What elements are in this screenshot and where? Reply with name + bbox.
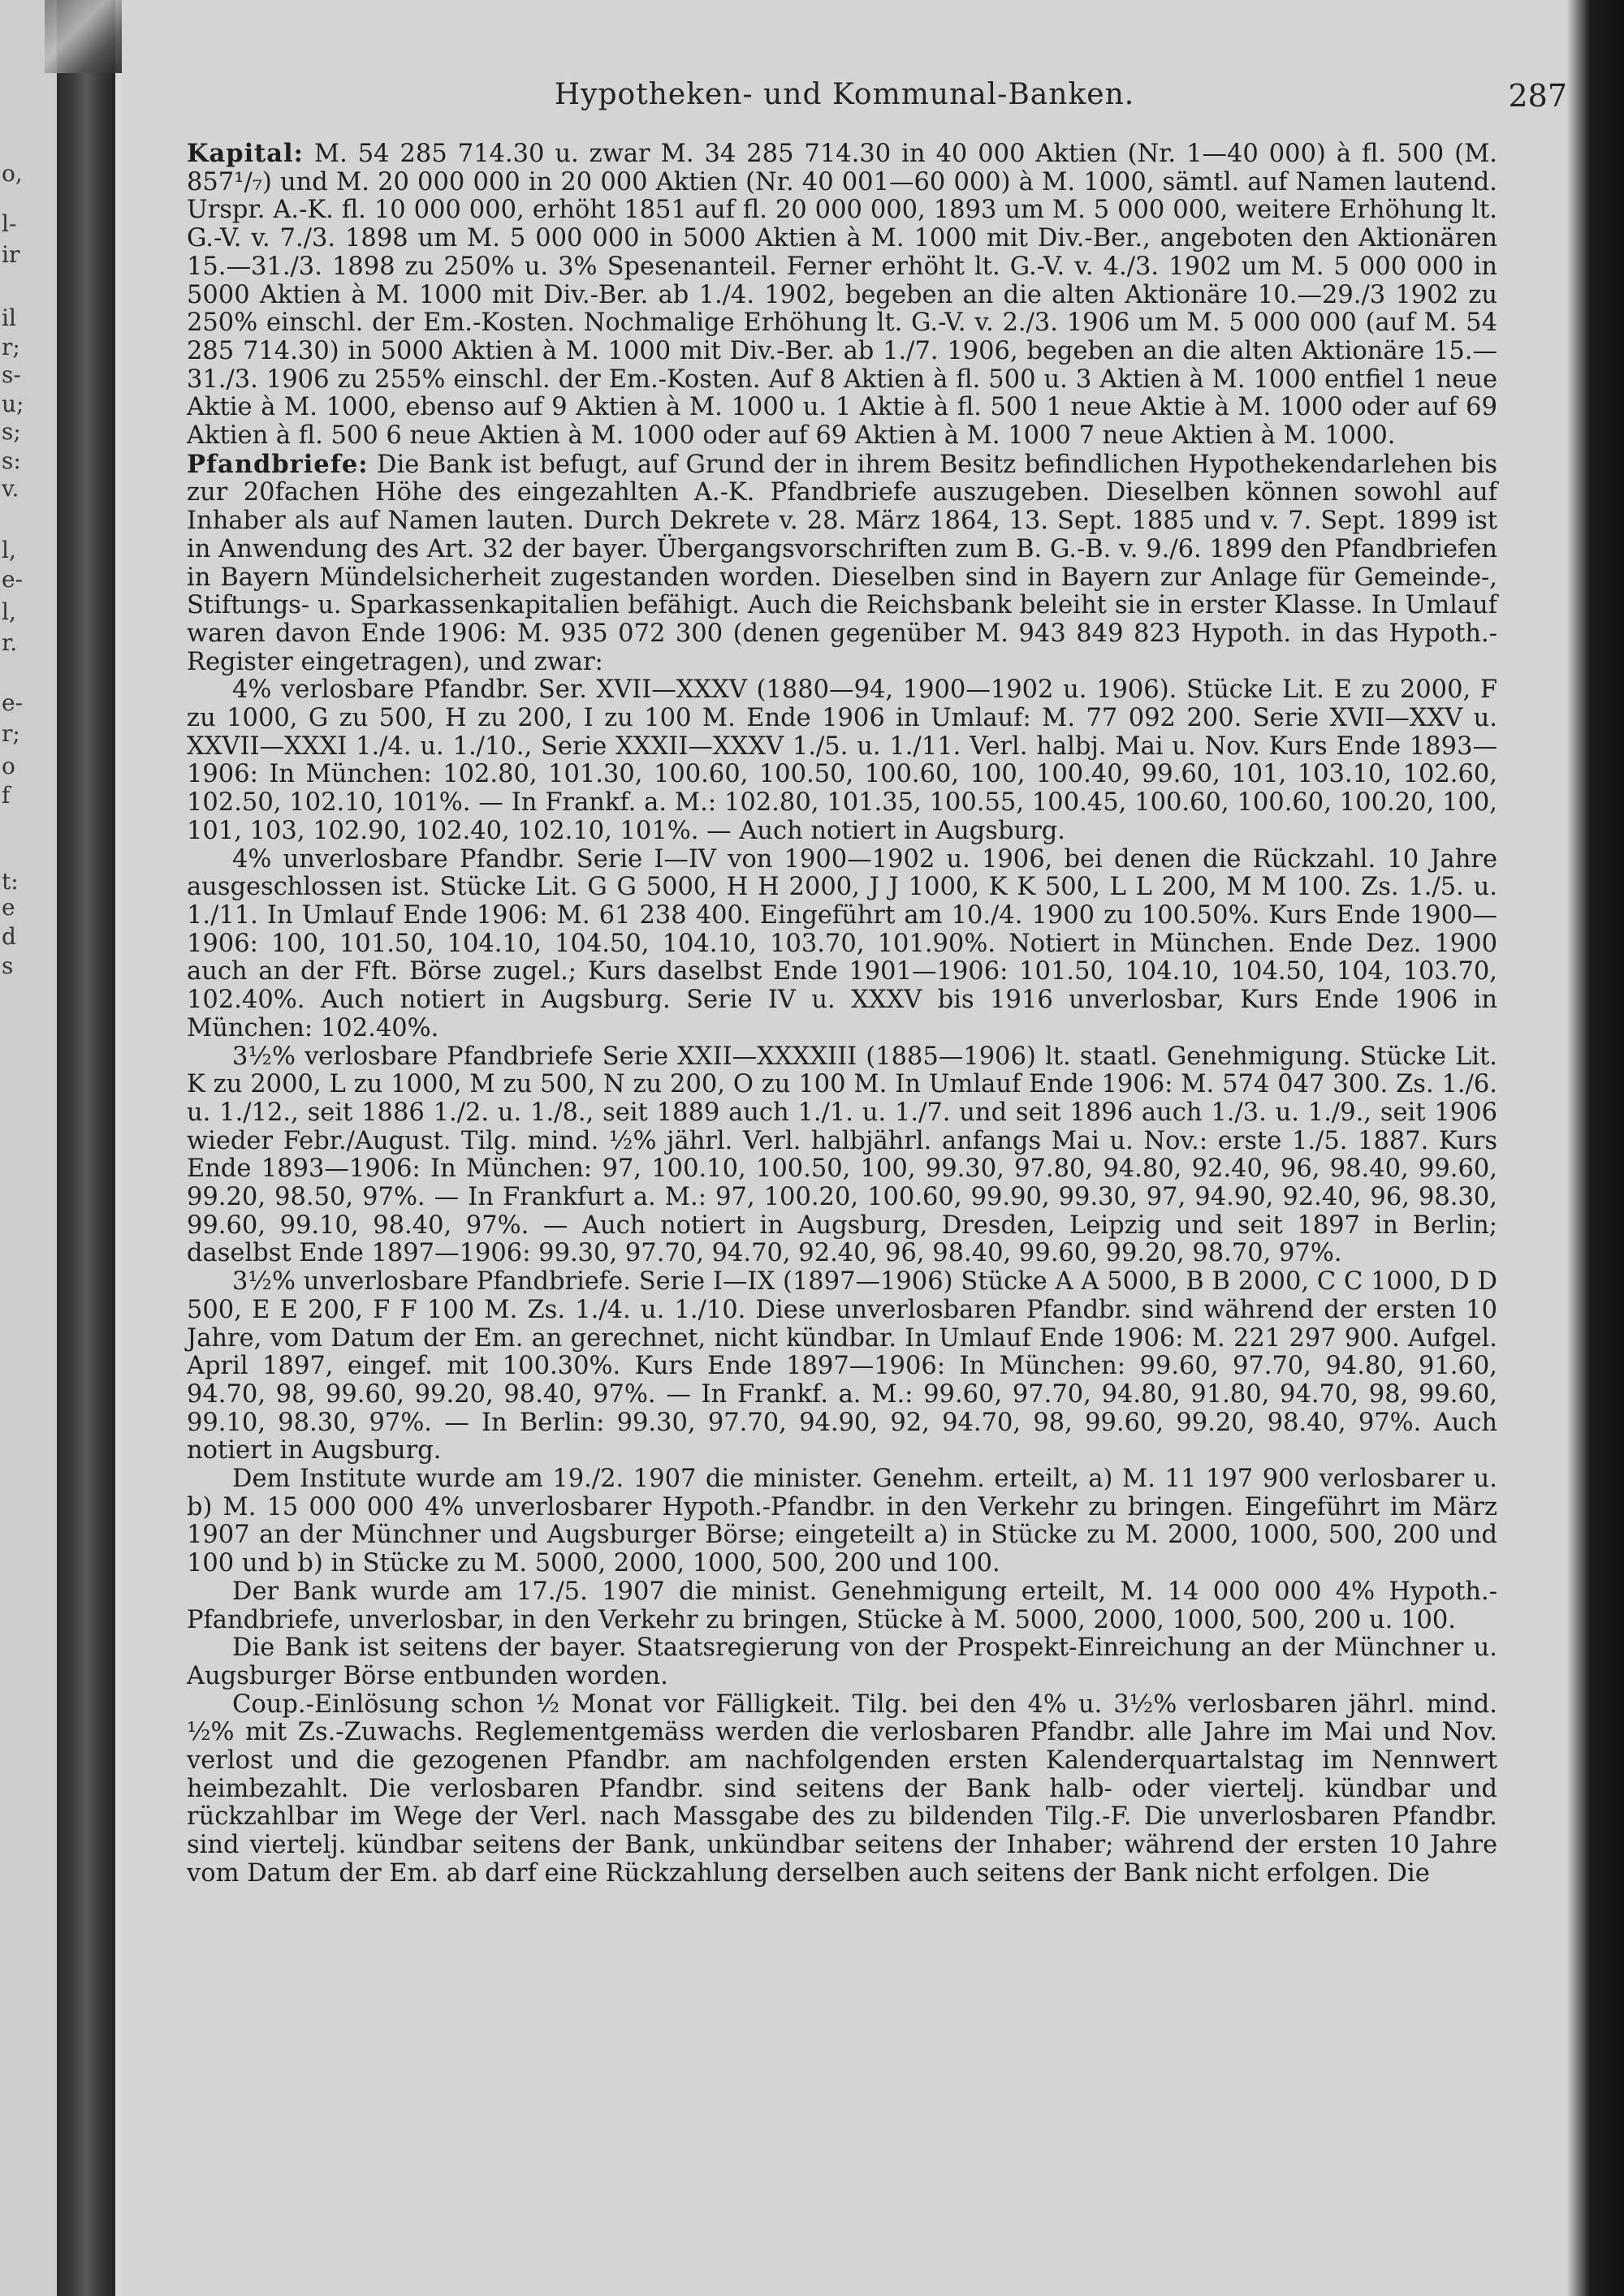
paragraph-coupon: Coup.-Einlösung schon ½ Monat vor Fälligkeit. Tilg. bei den 4% u. 3½% verlosbaren jährl. mind. ½% mit Zs.-Zuwachs. Reglementgemäss werden die verlosbaren Pfandbr. alle Jahre im Mai und Nov. verlost und die gezogenen Pfandbr. am nachfolgenden ersten Kalenderquartalstag im Nennwert heimbezahlt. Die verlosbaren Pfandbr. sind seitens der Bank halb- oder viertelj. kündbar und rückzahlbar im Wege der Verl. nach Massgabe des zu bildenden Tilg.-F. Die unverlosbaren Pfandbr. sind viertelj. kündbar seitens der Bank, unkündbar seitens der Inhaber; während der ersten 10 Jahre vom Datum der Em. ab darf eine Rückzahlung derselben auch seitens der Bank nicht erfolgen. Die [187, 1690, 1497, 1888]
previous-page-fragment: d [2, 923, 16, 950]
previous-page-fragment: s [2, 952, 14, 979]
book-binding [57, 0, 115, 2296]
kapital-lead: Kapital: [187, 139, 304, 168]
previous-page-fragment: t: [2, 868, 19, 895]
paragraph-4pct-unverlosbar: 4% unverlosbare Pfandbr. Serie I—IV von 1900—1902 u. 1906, bei denen die Rückzahl. 10 Jahre ausgeschlossen ist. Stücke Lit. G G 5000, H H 2000, J J 1000, K K 500, L L 200, M M 100. Zs. 1./5. u. 1./11. In Umlauf Ende 1906: M. 61 238 400. Eingeführt am 10./4. 1900 zu 100.50%. Kurs Ende 1900—1906: 100, 101.50, 104.10, 104.50, 104.10, 103.70, 101.90%. Notiert in München. Ende Dez. 1900 auch an der Fft. Börse zugel.; Kurs daselbst Ende 1901—1906: 101.50, 104.10, 104.50, 104, 103.70, 102.40%. Auch notiert in Augsburg. Serie IV u. XXXV bis 1916 unverlosbar, Kurs Ende 1906 in München: 102.40%. [187, 844, 1497, 1042]
previous-page-fragment: s- [2, 361, 21, 388]
paragraph-3half-unverlosbar: 3½% unverlosbare Pfandbriefe. Serie I—IX (1897—1906) Stücke A A 5000, B B 2000, C C 1000, D D 500, E E 200, F F 100 M. Zs. 1./4. u. 1./10. Diese unverlosbaren Pfandbr. sind während der ersten 10 Jahre, vom Datum der Em. an gerechnet, nicht kündbar. In Umlauf Ende 1906: M. 221 297 900. Aufgel. April 1897, eingef. mit 100.30%. Kurs Ende 1897—1906: In München: 99.60, 97.70, 94.80, 91.60, 94.70, 98, 99.60, 99.20, 98.40, 97%. — In Frankf. a. M.: 99.60, 97.70, 94.80, 91.80, 94.70, 98, 99.60, 99.10, 98.30, 97%. — In Berlin: 99.30, 97.70, 94.90, 92, 94.70, 98, 99.60, 99.20, 98.40, 97%. Auch notiert in Augsburg. [187, 1267, 1497, 1465]
paragraph-4pct-verlosbar: 4% verlosbare Pfandbr. Ser. XVII—XXXV (1880—94, 1900—1902 u. 1906). Stücke Lit. E zu 2000, F zu 1000, G zu 500, H zu 200, I zu 100 M. Ende 1906 in Umlauf: M. 77 092 200. Serie XVII—XXV u. XXVII—XXXI 1./4. u. 1./10., Serie XXXII—XXXV 1./5. u. 1./11. Verl. halbj. Mai u. Nov. Kurs Ende 1893—1906: In München: 102.80, 101.30, 100.60, 100.50, 100.60, 100, 100.40, 99.60, 101, 103.10, 102.60, 102.50, 102.10, 101%. — In Frankf. a. M.: 102.80, 101.35, 100.55, 100.45, 100.60, 100.60, 100.20, 100, 101, 103, 102.90, 102.40, 102.10, 101%. — Auch notiert in Augsburg. [187, 675, 1497, 845]
previous-page-fragment: o [2, 753, 15, 779]
pfandbriefe-text: Die Bank ist befugt, auf Grund der in ihrem Besitz befindlichen Hypothekendarlehen bis zur 20fachen Höhe des eingezahlten A.-K. Pfandbriefe auszugeben. Dieselben können sowohl auf Inhaber als auf Namen lauten. Durch Dekrete v. 28. März 1864, 13. Sept. 1885 und v. 7. Sept. 1899 ist in Anwendung des Art. 32 der bayer. Übergangsvorschriften zum B. G.-B. v. 9./6. 1899 den Pfandbriefen in Bayern Mündelsicherheit zugestanden worden. Dieselben sind in Bayern zur Anlage für Gemeinde-, Stiftungs- u. Sparkassenkapitalien befähigt. Auch die Reichsbank beleiht sie in erster Klasse. In Umlauf waren davon Ende 1906: M. 935 072 300 (denen gegenüber M. 943 849 823 Hypoth. in das Hypoth.-Register eingetragen), und zwar: [187, 450, 1497, 676]
previous-page-fragment: s: [2, 447, 21, 474]
paragraph-pfandbriefe [187, 451, 1497, 677]
previous-page-fragment: l- [2, 210, 17, 237]
right-page-edge [1567, 0, 1624, 2296]
previous-page-fragment: l, [2, 537, 16, 563]
page [122, 0, 1567, 2296]
running-header [122, 78, 1567, 120]
paragraph-3half-verlosbar: 3½% verlosbare Pfandbriefe Serie XXII—XXXXIII (1885—1906) lt. staatl. Genehmigung. Stücke Lit. K zu 2000, L zu 1000, M zu 500, N zu 200, O zu 100 M. In Umlauf Ende 1906: M. 574 047 300. Zs. 1./6. u. 1./12., seit 1886 1./2. u. 1./8., seit 1889 auch 1./1. u. 1./7. und seit 1896 auch 1./3. u. 1./9., seit 1906 wieder Febr./August. Tilg. mind. ½% jährl. Verl. halbjährl. anfangs Mai u. Nov.: erste 1./5. 1887. Kurs Ende 1893—1906: In München: 97, 100.10, 100.50, 100, 99.30, 97.80, 94.80, 92.40, 96, 98.40, 99.60, 99.20, 98.50, 97%. — In Frankfurt a. M.: 97, 100.20, 100.60, 99.90, 99.30, 97, 94.90, 92.40, 96, 98.30, 99.60, 99.10, 98.40, 97%. — Auch notiert in Augsburg, Dresden, Leipzig und seit 1897 in Berlin; daselbst Ende 1897—1906: 99.30, 97.70, 94.70, 92.40, 96, 98.40, 99.60, 99.20, 98.70, 97%. [187, 1042, 1497, 1268]
binding-corner [45, 0, 126, 73]
previous-page-fragment: v. [2, 475, 19, 502]
previous-page-fragment: r; [2, 334, 20, 360]
previous-page-fragment: l, [2, 598, 16, 625]
header-title: Hypotheken- und Kommunal-Banken. [554, 78, 1135, 111]
page-body [187, 140, 1497, 1888]
previous-page-fragment: o, [2, 160, 23, 187]
previous-page-fragment: f [2, 782, 11, 809]
paragraph-kapital [187, 140, 1497, 451]
previous-page-fragment: u; [2, 391, 24, 417]
previous-page-margin [0, 0, 57, 2296]
previous-page-fragment: r; [2, 720, 20, 747]
previous-page-fragment: ir [2, 241, 20, 268]
kapital-text: M. 54 285 714.30 u. zwar M. 34 285 714.30 in 40 000 Aktien (Nr. 1—40 000) à fl. 500 (M. 857¹/₇) und M. 20 000 000 in 20 000 Aktien (Nr. 40 001—60 000) à M. 1000, sämtl. auf Namen lautend. Urspr. A.-K. fl. 10 000 000, erhöht 1851 auf fl. 20 000 000, 1893 um M. 5 000 000, weitere Erhöhung lt. G.-V. v. 7./3. 1898 um M. 5 000 000 in 5000 Aktien à M. 1000 mit Div.-Ber., angeboten den Aktionären 15.—31./3. 1898 zu 250% u. 3% Spesenanteil. Ferner erhöht lt. G.-V. v. 4./3. 1902 um M. 5 000 000 in 5000 Aktien à M. 1000 mit Div.-Ber. ab 1./4. 1902, begeben an die alten Aktionäre 10.—29./3 1902 zu 250% einschl. der Em.-Kosten. Nochmalige Erhöhung lt. G.-V. v. 2./3. 1906 um M. 5 000 000 (auf M. 54 285 714.30) in 5000 Aktien à M. 1000 mit Div.-Ber. ab 1./7. 1906, begeben an die alten Aktionäre 15.—31./3. 1906 zu 255% einschl. der Em.-Kosten. Auf 8 Aktien à fl. 500 u. 3 Aktien à M. 1000 entfiel 1 neue Aktie à M. 1000, ebenso auf 9 Aktien à M. 1000 u. 1 Aktie à fl. 500 1 neue Aktie à M. 1000 oder auf 69 Aktien à fl. 500 6 neue Aktien à M. 1000 oder auf 69 Aktien à M. 1000 7 neue Aktien à M. 1000. [187, 140, 1497, 451]
previous-page-fragment: il [2, 304, 16, 331]
previous-page-fragment: e- [2, 566, 24, 593]
paragraph-genehmigung-1907-may: Der Bank wurde am 17./5. 1907 die minist. Genehmigung erteilt, M. 14 000 000 4% Hypoth.-Pfandbriefe, unverlosbar, in den Verkehr zu bringen, Stücke à M. 5000, 2000, 1000, 500, 200 u. 100. [187, 1577, 1497, 1634]
previous-page-fragment: e [2, 894, 15, 921]
previous-page-fragment: s; [2, 418, 21, 445]
page-number: 287 [1508, 78, 1567, 114]
previous-page-fragment: r. [2, 629, 18, 656]
paragraph-genehmigung-1907-feb: Dem Institute wurde am 19./2. 1907 die minister. Genehm. erteilt, a) M. 11 197 900 verlosbarer u. b) M. 15 000 000 4% unverlosbarer Hypoth.-Pfandbr. in den Verkehr zu bringen. Eingeführt im März 1907 an der Münchner und Augsburger Börse; eingeteilt a) in Stücke zu M. 2000, 1000, 500, 200 und 100 und b) in Stücke zu M. 5000, 2000, 1000, 500, 200 und 100. [187, 1465, 1497, 1578]
pfandbriefe-lead: Pfandbriefe: [187, 449, 369, 479]
previous-page-fragment: e- [2, 689, 24, 716]
paragraph-prospekt: Die Bank ist seitens der bayer. Staatsregierung von der Prospekt-Einreichung an der Münchner u. Augsburger Börse entbunden worden. [187, 1634, 1497, 1690]
